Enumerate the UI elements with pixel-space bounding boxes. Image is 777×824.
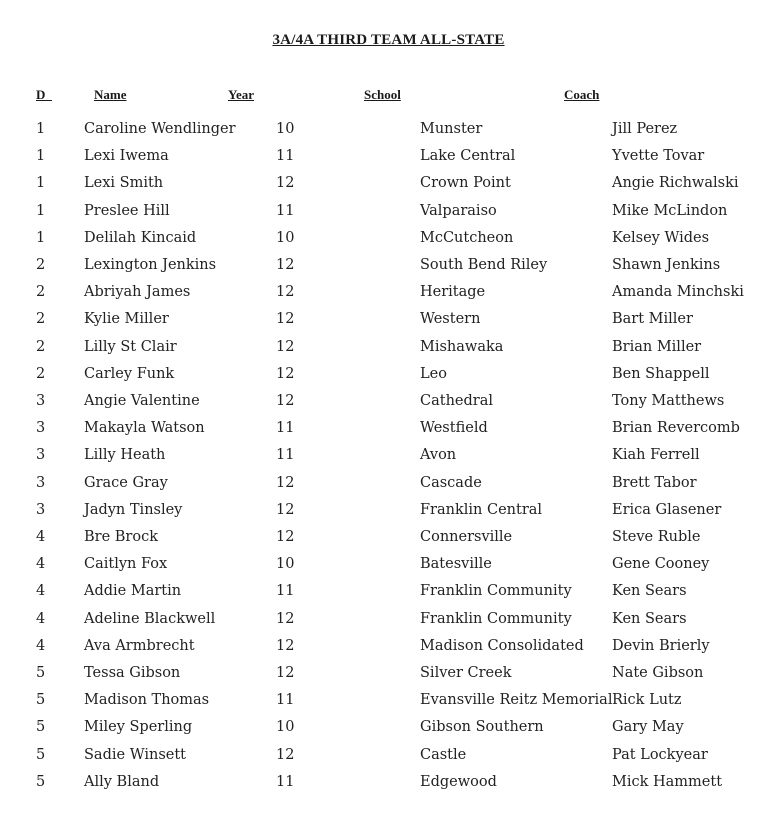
division-cell: 4 xyxy=(36,610,46,627)
table-row xyxy=(0,391,777,418)
header-school: School xyxy=(364,87,401,102)
year-cell: 12 xyxy=(276,474,295,491)
name-cell: Ava Armbrecht xyxy=(84,637,195,654)
table-row xyxy=(0,364,777,391)
coach-cell: Ken Sears xyxy=(612,610,687,627)
division-cell: 2 xyxy=(36,311,46,328)
name-cell: Lilly St Clair xyxy=(84,338,177,355)
table-row xyxy=(0,337,777,364)
coach-cell: Tony Matthews xyxy=(612,393,725,409)
coach-cell: Shawn Jenkins xyxy=(612,257,721,273)
table-row xyxy=(0,717,777,744)
division-cell: 1 xyxy=(36,229,46,246)
year-cell: 12 xyxy=(276,501,295,518)
table-row xyxy=(0,146,777,173)
division-cell: 3 xyxy=(36,447,46,464)
school-cell: Mishawaka xyxy=(420,338,504,355)
year-cell: 11 xyxy=(276,148,295,165)
year-cell: 12 xyxy=(276,311,295,328)
school-cell: Connersville xyxy=(420,529,513,545)
page-title: 3A/4A THIRD TEAM ALL-STATE xyxy=(272,32,505,48)
coach-cell: Amanda Minchski xyxy=(612,284,744,301)
table-row xyxy=(0,609,777,636)
coach-cell: Brian Miller xyxy=(612,338,702,355)
division-cell: 3 xyxy=(36,501,46,518)
division-cell: 4 xyxy=(36,529,46,545)
school-cell: Avon xyxy=(420,447,457,464)
coach-cell: Brian Revercomb xyxy=(612,420,740,437)
division-cell: 3 xyxy=(36,420,46,437)
division-cell: 2 xyxy=(36,338,46,355)
year-cell: 12 xyxy=(276,393,295,409)
table-row xyxy=(0,500,777,527)
school-cell: Leo xyxy=(420,365,447,382)
school-cell: Madison Consolidated xyxy=(420,637,584,654)
coach-cell: Kelsey Wides xyxy=(612,229,710,246)
division-cell: 1 xyxy=(36,121,46,137)
year-cell: 12 xyxy=(276,637,295,654)
year-cell: 12 xyxy=(276,257,295,273)
table-row xyxy=(0,636,777,663)
year-cell: 12 xyxy=(276,175,295,192)
division-cell: 1 xyxy=(36,175,46,192)
name-cell: Lexi Smith xyxy=(84,175,164,192)
year-cell: 12 xyxy=(276,610,295,627)
coach-cell: Ken Sears xyxy=(612,583,687,600)
coach-cell: Brett Tabor xyxy=(612,474,697,491)
year-cell: 11 xyxy=(276,692,295,709)
coach-cell: Yvette Tovar xyxy=(612,148,705,165)
name-cell: Sadie Winsett xyxy=(84,746,186,763)
table-row xyxy=(0,445,777,472)
table-row xyxy=(0,663,777,690)
coach-cell: Kiah Ferrell xyxy=(612,447,700,464)
division-cell: 5 xyxy=(36,746,46,763)
name-cell: Bre Brock xyxy=(84,529,159,545)
year-cell: 11 xyxy=(276,447,295,464)
school-cell: McCutcheon xyxy=(420,229,514,246)
year-cell: 11 xyxy=(276,420,295,437)
school-cell: Valparaiso xyxy=(420,202,497,219)
division-cell: 1 xyxy=(36,202,46,219)
school-cell: Lake Central xyxy=(420,148,516,165)
school-cell: Cascade xyxy=(420,474,482,491)
school-cell: Munster xyxy=(420,121,483,137)
division-cell: 5 xyxy=(36,719,46,736)
division-cell: 2 xyxy=(36,284,46,301)
name-cell: Jadyn Tinsley xyxy=(84,501,183,518)
coach-cell: Jill Perez xyxy=(612,121,678,137)
division-cell: 3 xyxy=(36,393,46,409)
school-cell: Franklin Central xyxy=(420,501,543,518)
school-cell: Franklin Community xyxy=(420,610,572,627)
name-cell: Lexi Iwema xyxy=(84,148,169,165)
table-row xyxy=(0,418,777,445)
name-cell: Lilly Heath xyxy=(84,447,166,464)
header-name: Name xyxy=(94,87,127,102)
division-cell: 1 xyxy=(36,148,46,165)
division-cell: 4 xyxy=(36,556,46,573)
coach-cell: Erica Glasener xyxy=(612,501,722,518)
school-cell: Heritage xyxy=(420,284,486,301)
table-row xyxy=(0,772,777,799)
name-cell: Caitlyn Fox xyxy=(84,556,168,573)
name-cell: Lexington Jenkins xyxy=(84,257,217,273)
school-cell: Silver Creek xyxy=(420,665,512,681)
table-row xyxy=(0,309,777,336)
name-cell: Tessa Gibson xyxy=(84,665,181,681)
table-row xyxy=(0,554,777,581)
division-cell: 2 xyxy=(36,365,46,382)
year-cell: 12 xyxy=(276,665,295,681)
name-cell: Addie Martin xyxy=(84,583,182,600)
name-cell: Ally Bland xyxy=(84,773,160,790)
name-cell: Caroline Wendlinger xyxy=(84,121,236,137)
table-row xyxy=(0,527,777,554)
name-cell: Carley Funk xyxy=(84,365,175,382)
division-cell: 5 xyxy=(36,773,46,790)
coach-cell: Bart Miller xyxy=(612,311,693,328)
coach-cell: Mike McLindon xyxy=(612,202,728,219)
school-cell: Crown Point xyxy=(420,175,511,192)
coach-cell: Angie Richwalski xyxy=(612,175,739,192)
name-cell: Delilah Kincaid xyxy=(84,229,197,246)
name-cell: Miley Sperling xyxy=(84,719,193,736)
table-row xyxy=(0,745,777,772)
year-cell: 10 xyxy=(276,229,295,246)
division-cell: 5 xyxy=(36,665,46,681)
school-cell: Batesville xyxy=(420,556,492,573)
coach-cell: Ben Shappell xyxy=(612,365,710,382)
year-cell: 11 xyxy=(276,202,295,219)
school-cell: Evansville Reitz Memorial xyxy=(420,692,613,709)
header-coach: Coach xyxy=(564,87,600,102)
year-cell: 11 xyxy=(276,773,295,790)
coach-cell: Pat Lockyear xyxy=(612,746,708,763)
school-cell: Westfield xyxy=(420,420,488,437)
name-cell: Abriyah James xyxy=(84,284,191,301)
coach-cell: Rick Lutz xyxy=(612,692,682,709)
division-cell: 2 xyxy=(36,257,46,273)
school-cell: Castle xyxy=(420,746,467,763)
school-cell: Franklin Community xyxy=(420,583,572,600)
division-cell: 5 xyxy=(36,692,46,709)
name-cell: Grace Gray xyxy=(84,474,168,491)
coach-cell: Gary May xyxy=(612,719,684,736)
year-cell: 12 xyxy=(276,365,295,382)
table-row xyxy=(0,228,777,255)
school-cell: Cathedral xyxy=(420,393,493,409)
school-cell: Edgewood xyxy=(420,773,497,790)
school-cell: Western xyxy=(420,311,481,328)
year-cell: 12 xyxy=(276,284,295,301)
name-cell: Preslee Hill xyxy=(84,202,170,219)
table-row xyxy=(0,690,777,717)
coach-cell: Nate Gibson xyxy=(612,665,704,681)
name-cell: Adeline Blackwell xyxy=(84,610,216,627)
division-cell: 3 xyxy=(36,474,46,491)
name-cell: Angie Valentine xyxy=(84,393,200,409)
table-row xyxy=(0,473,777,500)
coach-cell: Devin Brierly xyxy=(612,637,710,654)
coach-cell: Steve Ruble xyxy=(612,529,701,545)
coach-cell: Gene Cooney xyxy=(612,556,710,573)
table-row xyxy=(0,173,777,200)
name-cell: Madison Thomas xyxy=(84,692,210,709)
year-cell: 11 xyxy=(276,583,295,600)
name-cell: Makayla Watson xyxy=(84,420,205,437)
header-year: Year xyxy=(228,87,254,102)
name-cell: Kylie Miller xyxy=(84,311,169,328)
table-row xyxy=(0,119,777,146)
table-row xyxy=(0,282,777,309)
year-cell: 12 xyxy=(276,746,295,763)
year-cell: 10 xyxy=(276,556,295,573)
school-cell: Gibson Southern xyxy=(420,719,544,736)
school-cell: South Bend Riley xyxy=(420,257,548,273)
table-row xyxy=(0,581,777,608)
table-row xyxy=(0,255,777,282)
year-cell: 10 xyxy=(276,121,295,137)
year-cell: 12 xyxy=(276,529,295,545)
division-cell: 4 xyxy=(36,637,46,654)
year-cell: 10 xyxy=(276,719,295,736)
division-cell: 4 xyxy=(36,583,46,600)
table-row xyxy=(0,201,777,228)
year-cell: 12 xyxy=(276,338,295,355)
coach-cell: Mick Hammett xyxy=(612,773,723,790)
header-d: D xyxy=(36,87,52,102)
